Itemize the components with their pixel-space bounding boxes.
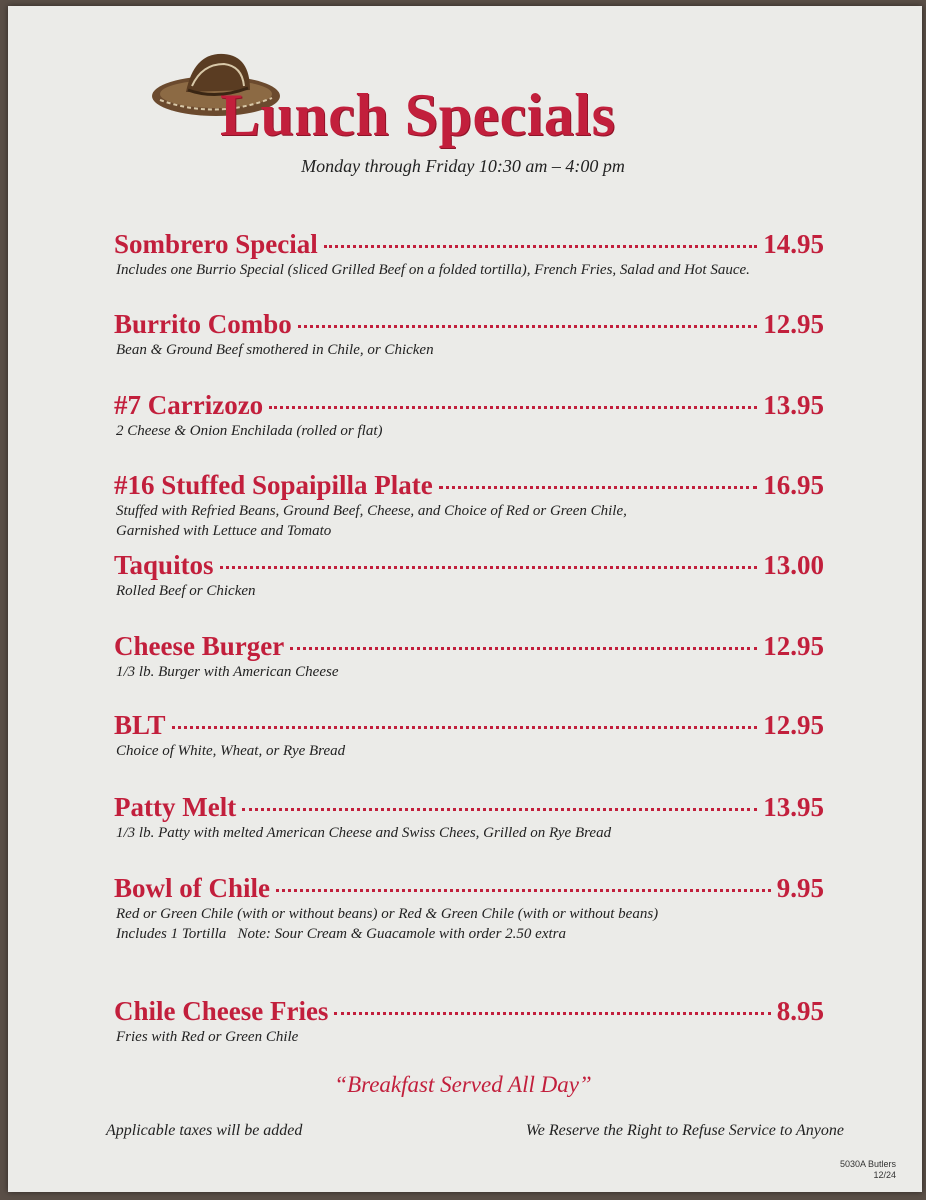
item-name: #7 Carrizozo [114,390,264,420]
item-description: Includes 1 Tortilla Note: Sour Cream & Guacamole with order 2.50 extra [116,926,566,942]
menu-item [114,228,824,280]
print-code-date: 12/24 [873,1170,896,1180]
menu-item [114,389,824,441]
menu-item [114,995,824,1047]
menu-item [114,709,824,761]
print-code-line: 5030A Butlers [839,1159,896,1169]
item-name: Chile Cheese Fries [114,996,329,1026]
item-price: 12.95 [763,309,824,339]
item-description: Includes one Burrio Special (sliced Grilled Beef on a folded tortilla), French Fries, Salad and Hot Sauce. [116,262,750,278]
item-price: 13.95 [763,792,824,822]
hours-text: Monday through Friday 10:30 am – 4:00 pm [301,156,625,176]
dot-leader [439,486,757,489]
dot-leader [172,726,758,729]
item-description: Fries with Red or Green Chile [116,1029,299,1045]
dot-leader [324,245,757,248]
menu-item [114,791,824,843]
menu-item [114,872,824,944]
dot-leader [269,406,757,409]
item-price: 12.95 [763,631,824,661]
menu-page [8,6,922,1192]
item-price: 14.95 [763,229,824,259]
item-price: 8.95 [776,996,824,1026]
breakfast-note: “Breakfast Served All Day” [334,1072,592,1097]
item-description: Garnished with Lettuce and Tomato [116,523,332,539]
dot-leader [298,325,758,328]
item-price: 16.95 [763,470,824,500]
menu-item [114,630,824,682]
item-description: 1/3 lb. Burger with American Cheese [116,664,339,680]
item-name: Sombrero Special [114,229,318,259]
menu-item [114,308,824,360]
page-title: Lunch Specials [220,82,616,148]
item-name: Taquitos [114,550,214,580]
item-description: 1/3 lb. Patty with melted American Cheese and Swiss Chees, Grilled on Rye Bread [116,825,612,841]
print-code [840,1159,896,1181]
dot-leader [220,566,758,569]
dot-leader [276,889,771,892]
item-name: BLT [114,710,166,740]
item-description: 2 Cheese & Onion Enchilada (rolled or flat) [116,423,383,439]
dot-leader [290,647,757,650]
item-price: 12.95 [763,710,824,740]
menu-item [114,469,824,541]
item-price: 13.95 [763,390,824,420]
item-description: Choice of White, Wheat, or Rye Bread [116,743,346,759]
taxes-note: Applicable taxes will be added [106,1122,303,1139]
item-description: Bean & Ground Beef smothered in Chile, or Chicken [116,342,434,358]
item-description: Rolled Beef or Chicken [116,583,256,599]
item-name: #16 Stuffed Sopaipilla Plate [114,470,433,500]
dot-leader [334,1012,770,1015]
refuse-service-note: We Reserve the Right to Refuse Service to Anyone [525,1122,844,1139]
item-price: 13.00 [763,550,824,580]
item-description: Red or Green Chile (with or without beans) or Red & Green Chile (with or without beans) [116,906,659,922]
menu-item [114,549,824,601]
dot-leader [242,808,757,811]
item-price: 9.95 [776,873,824,903]
item-name: Patty Melt [114,792,237,822]
item-name: Cheese Burger [114,631,285,661]
item-name: Burrito Combo [114,309,292,339]
item-name: Bowl of Chile [114,873,271,903]
item-description: Stuffed with Refried Beans, Ground Beef, Cheese, and Choice of Red or Green Chile, [116,503,627,519]
